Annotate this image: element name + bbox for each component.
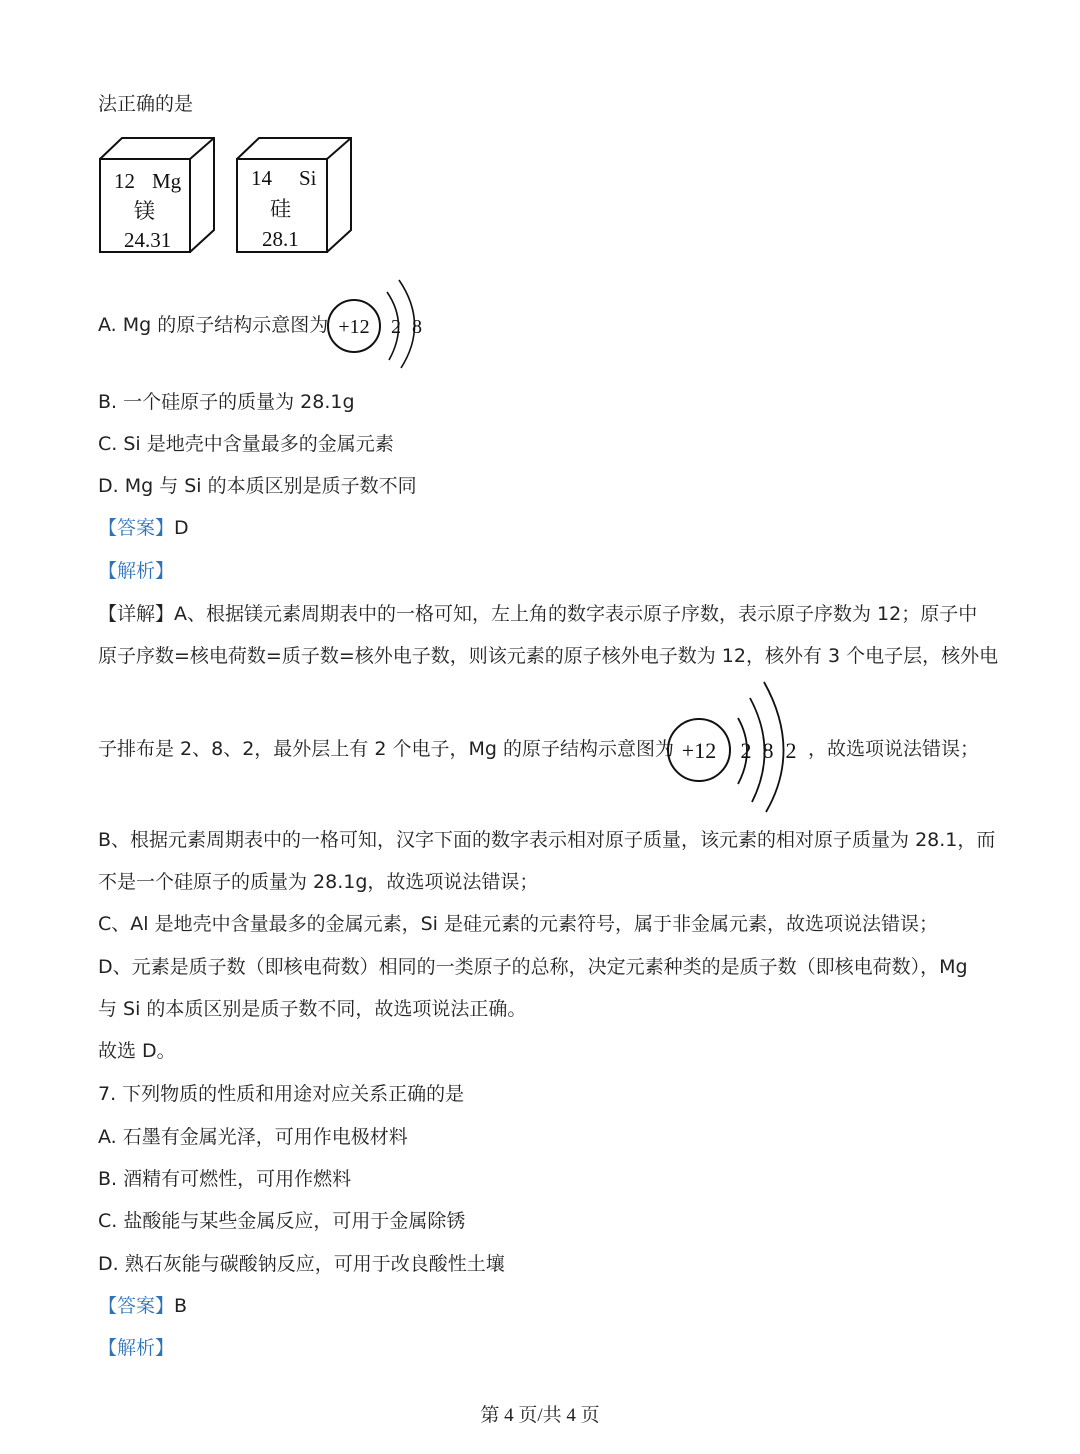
q6-detail-d-line-2: 与 Si 的本质区别是质子数不同，故选项说法正确。 [98, 998, 527, 1020]
element-cells-figure [96, 134, 356, 256]
mg-name: 镁 [134, 199, 155, 223]
q6-option-c: C. Si 是地壳中含量最多的金属元素 [98, 433, 394, 455]
detail-label: 【详解】 [98, 603, 175, 625]
si-name: 硅 [270, 197, 291, 221]
analysis-label: 【解析】 [98, 560, 175, 582]
shell-2-electrons: 8 [412, 316, 422, 338]
answer-value: D [174, 517, 189, 539]
q6-detail-line-3-pre: 子排布是 2、8、2，最外层上有 2 个电子，Mg 的原子结构示意图为 [98, 738, 674, 760]
q6-conclusion: 故选 D。 [98, 1040, 176, 1062]
q7-answer [98, 1294, 187, 1318]
question-stem-fragment: 法正确的是 [98, 93, 194, 115]
mg-atomic-mass: 24.31 [124, 228, 172, 252]
q7-option-c: C. 盐酸能与某些金属反应，可用于金属除锈 [98, 1210, 466, 1232]
shell-3-electrons: 2 [785, 738, 797, 763]
q6-detail-line-3-post: ，故选项说法错误； [808, 738, 980, 760]
q6-analysis-label [98, 559, 174, 583]
nucleus-charge: +12 [681, 738, 717, 763]
atom-diagram-b [664, 680, 814, 814]
si-atomic-mass: 28.1 [262, 227, 299, 251]
q6-detail-d-line-1: D、元素是质子数（即核电荷数）相同的一类原子的总称，决定元素种类的是质子数（即核电荷数），Mg [98, 956, 968, 978]
q7-option-b: B. 酒精有可燃性，可用作燃料 [98, 1168, 352, 1190]
q7-analysis-label [98, 1336, 174, 1360]
answer-value: B [174, 1295, 188, 1317]
q6-option-d: D. Mg 与 Si 的本质区别是质子数不同 [98, 475, 417, 497]
q6-detail-line-2: 原子序数=核电荷数=质子数=核外电子数，则该元素的原子核外电子数为 12，核外有 3 个电子层，核外电 [98, 645, 999, 667]
q7-stem: 7. 下列物质的性质和用途对应关系正确的是 [98, 1083, 465, 1105]
q6-detail-line-1 [98, 602, 977, 626]
shell-1-electrons: 2 [391, 316, 401, 338]
page-footer: 第 4 页/共 4 页 [480, 1405, 600, 1426]
shell-2-electrons: 8 [762, 738, 774, 763]
si-symbol: Si [299, 166, 317, 190]
detail-text: A、根据镁元素周期表中的一格可知，左上角的数字表示原子序数，表示原子序数为 12；原子中 [174, 603, 978, 625]
mg-symbol: Mg [152, 169, 182, 193]
q7-option-d: D. 熟石灰能与碳酸钠反应，可用于改良酸性土壤 [98, 1253, 505, 1275]
si-atomic-number: 14 [251, 166, 272, 190]
q6-option-b: B. 一个硅原子的质量为 28.1g [98, 391, 355, 413]
shell-1-electrons: 2 [740, 738, 752, 763]
answer-label: 【答案】 [98, 1295, 175, 1317]
nucleus-charge: +12 [338, 316, 370, 338]
analysis-label: 【解析】 [98, 1337, 175, 1359]
q6-detail-b-line-1: B、根据元素周期表中的一格可知，汉字下面的数字表示相对原子质量，该元素的相对原子质量为 28.1，而 [98, 829, 996, 851]
answer-label: 【答案】 [98, 517, 175, 539]
atom-diagram-a [326, 276, 430, 370]
q6-detail-b-line-2: 不是一个硅原子的质量为 28.1g，故选项说法错误； [98, 871, 539, 893]
q6-option-a: A. Mg 的原子结构示意图为 [98, 314, 329, 336]
q7-option-a: A. 石墨有金属光泽，可用作电极材料 [98, 1126, 408, 1148]
q6-answer [98, 516, 189, 540]
mg-atomic-number: 12 [114, 169, 135, 193]
q6-detail-c: C、Al 是地壳中含量最多的金属元素，Si 是硅元素的元素符号，属于非金属元素，故选项说法错误； [98, 913, 938, 935]
